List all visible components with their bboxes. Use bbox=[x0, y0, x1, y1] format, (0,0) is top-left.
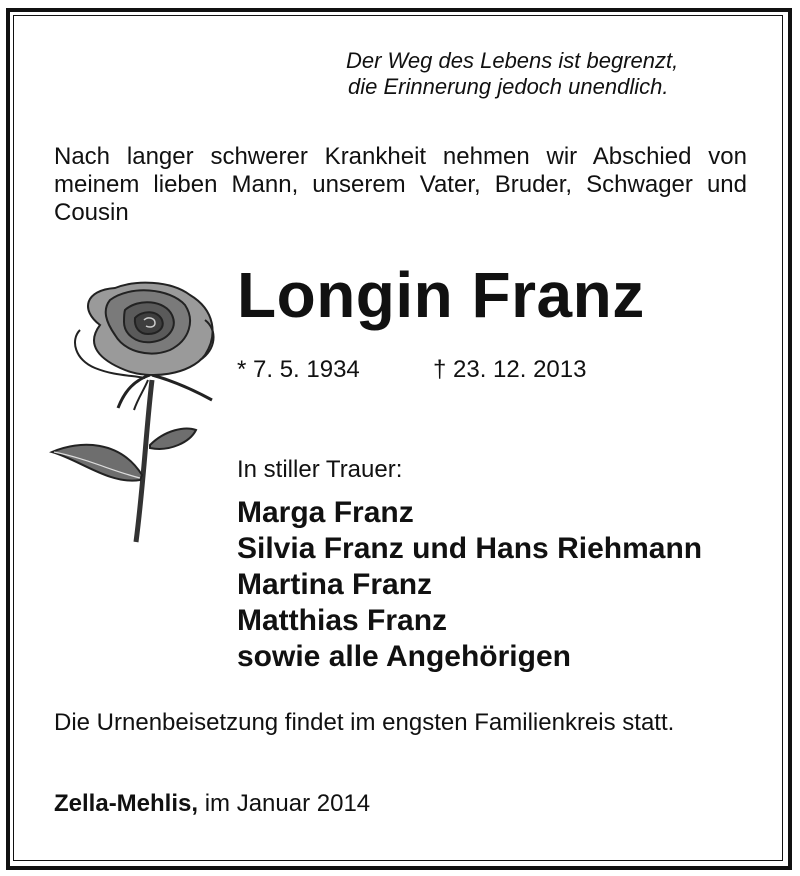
intro-text: Nach langer schwerer Krankheit nehmen wir Abschied von meinem lieben Mann, unserem Vater, Bruder, Schwager und Cousin bbox=[54, 143, 747, 226]
funeral-notice: Die Urnenbeisetzung findet im engsten Familienkreis statt. bbox=[54, 709, 675, 736]
deceased-name: Longin Franz bbox=[237, 259, 645, 331]
rose-icon bbox=[40, 280, 230, 550]
mourning-label: In stiller Trauer: bbox=[237, 456, 403, 483]
motto-line-2: die Erinnerung jedoch unendlich. bbox=[348, 74, 669, 99]
birth-date: * 7. 5. 1934 bbox=[237, 356, 360, 383]
mourner-name: Silvia Franz und Hans Riehmann bbox=[237, 532, 703, 565]
death-date: † 23. 12. 2013 bbox=[433, 356, 587, 383]
mourner-name: Matthias Franz bbox=[237, 604, 448, 637]
motto bbox=[346, 48, 746, 100]
life-dates bbox=[237, 356, 587, 384]
place-date-line bbox=[54, 790, 370, 818]
notice-date: im Januar 2014 bbox=[204, 790, 371, 817]
place-name: Zella-Mehlis, bbox=[54, 790, 199, 817]
mourners-list bbox=[237, 495, 702, 675]
mourner-name: Marga Franz bbox=[237, 496, 414, 529]
mourner-name: Martina Franz bbox=[237, 568, 433, 601]
mourner-name: sowie alle Angehörigen bbox=[237, 640, 571, 673]
motto-line-1: Der Weg des Lebens ist begrenzt, bbox=[346, 48, 679, 73]
